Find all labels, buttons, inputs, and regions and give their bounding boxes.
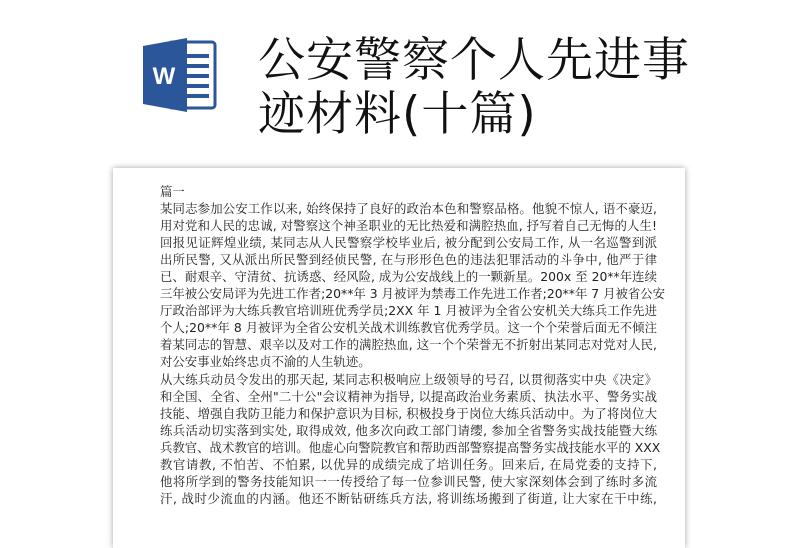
paragraph-line: 他将所学到的警务技能知识一一传授给了每一位参训民警, 使大家深刻体会到了练时多流 (160, 473, 657, 489)
section-heading: 篇一 (160, 184, 185, 199)
document-body (160, 183, 666, 507)
paragraph-line: 技能、增强自我防卫能力和保护意识为目标, 积极投身于岗位大练兵活动中。为了将岗位大 (160, 405, 657, 421)
paragraph-line: 从大练兵动员令发出的那天起, 某同志积极响应上级领导的号召, 以贯彻落实中央《决定》 (160, 371, 657, 387)
paragraph-line: 着某同志的智慧、艰辛以及对工作的满腔热血, 这一个个荣誉无不折射出某同志对党对人民, (160, 337, 657, 353)
paragraph-line: 兵教官、战术教官的培训。他虚心向警院教官和帮助西部警察提高警务实战技能水平的 XXX (160, 439, 661, 455)
document-page-preview (113, 168, 685, 548)
paragraph-line: 汗, 战时少流血的内涵。他还不断钻研练兵方法, 将训练场搬到了街道, 让大家在干中练, (160, 490, 657, 506)
paragraph-line: 回报见证辉煌业绩, 某同志从人民警察学校毕业后, 被分配到公安局工作, 从一名巡警到派 (160, 235, 657, 251)
paragraph-line: 已、耐艰辛、守清贫、抗诱惑、经风险, 成为公安战线上的一颗新星。200x 至 20**年连续 (160, 269, 657, 285)
paragraph-line: 教官请教, 不怕苦、不怕累, 以优异的成绩完成了培训任务。回来后, 在局党委的支持下, (160, 456, 657, 472)
title-line-1: 公安警察个人先进事 (258, 33, 690, 88)
title-line-2: 迹材料(十篇) (258, 87, 537, 142)
paragraph-line: 个人;20**年 8 月被评为全省公安机关战术训练教官优秀学员。这一个个荣誉后面无不倾注 (160, 320, 657, 336)
paragraph-line: 某同志参加公安工作以来, 始终保持了良好的政治本色和警察品格。他貌不惊人, 语不豪迈, (160, 201, 657, 217)
paragraph-line: 和全国、全省、全州"二十公"会议精神为指导, 以提高政治业务素质、执法水平、警务实战 (160, 388, 657, 404)
paragraph-line: 厅政治部评为大练兵教官培训班优秀学员;2XX 年 1 月被评为全省公安机关大练兵工作先进 (160, 303, 657, 319)
paragraph-line: 三年被公安局评为先进工作者;20**年 3 月被评为禁毒工作先进工作者;20**年 7 月被省公安 (160, 286, 666, 302)
paragraph-line: 出所民警, 又从派出所民警到经侦民警, 在与形形色色的违法犯罪活动的斗争中, 他严于律 (160, 252, 657, 268)
document-title (258, 34, 690, 142)
svg-text:W: W (152, 63, 176, 90)
paragraph-line: 用对党和人民的忠诚, 对警察这个神圣职业的无比热爱和满腔热血, 抒写着自己无悔的人生! (160, 218, 657, 234)
paragraph-line: 练兵活动切实落到实处, 取得成效, 他多次向政工部门请缨, 参加全省警务实战技能暨大练 (160, 422, 657, 438)
word-document-icon (143, 34, 217, 116)
paragraph-line: 对公安事业始终忠贞不渝的人生轨迹。 (160, 354, 371, 370)
